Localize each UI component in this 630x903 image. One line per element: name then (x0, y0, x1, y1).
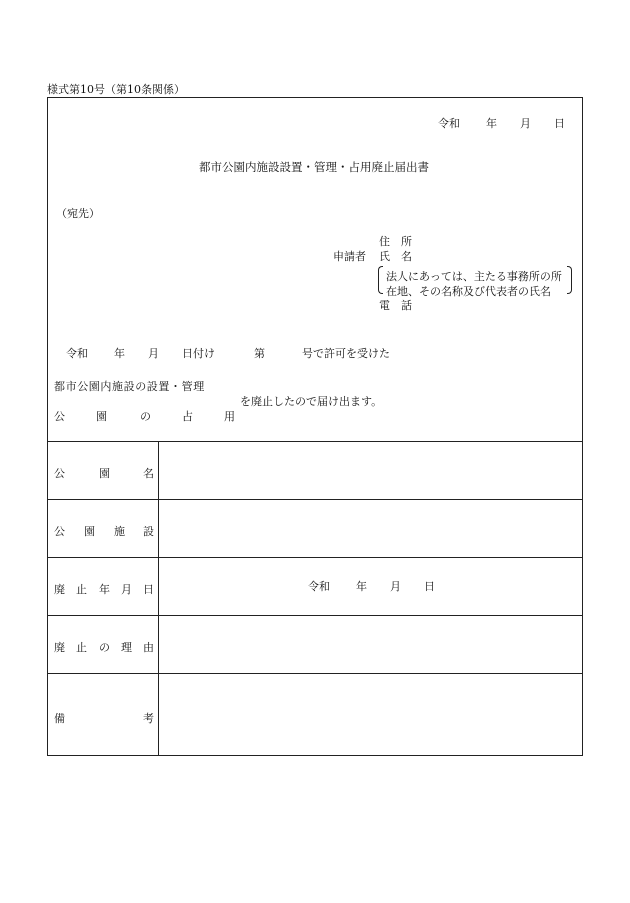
applicant-note-line2: 在地、その名称及び代表者の氏名 (386, 285, 551, 298)
permit-month: 月 (148, 347, 159, 360)
table-row-label-abolition-date: 廃 止 年 月 日 (54, 583, 154, 596)
document-title: 都市公園内施設設置・管理・占用廃止届出書 (199, 160, 429, 174)
abolition-date-era: 令和 (308, 580, 330, 593)
purpose-suffix: を廃止したので届け出ます。 (240, 395, 383, 408)
form-frame (47, 97, 583, 756)
applicant-note-line1: 法人にあっては、主たる事務所の所 (386, 270, 562, 283)
permit-number-suffix: 号で許可を受けた (302, 347, 390, 360)
table-row-label-park-facility: 公 園 施 設 (54, 525, 154, 538)
abolition-reason-value[interactable] (160, 617, 580, 671)
table-top-border (48, 441, 582, 442)
header-date-era: 令和 (438, 117, 460, 130)
table-row-label-park-name: 公 園 名 (54, 467, 154, 480)
table-row-divider (48, 499, 582, 500)
header-date-year: 年 (486, 117, 497, 130)
bracket-left (378, 266, 383, 294)
table-row-label-abolition-reason: 廃 止 の 理 由 (54, 641, 154, 654)
permit-era: 令和 (66, 347, 88, 360)
table-row-divider (48, 673, 582, 674)
header-date-month: 月 (520, 117, 531, 130)
table-row-divider (48, 557, 582, 558)
park-name-value[interactable] (160, 443, 580, 497)
abolition-date-year: 年 (356, 580, 367, 593)
abolition-date-value[interactable] (308, 581, 448, 593)
form-number: 様式第10号（第10条関係） (47, 83, 185, 96)
purpose-line2-char: 占 (182, 410, 193, 423)
purpose-line1: 都市公園内施設の設置・管理 (54, 380, 205, 393)
remarks-value[interactable] (160, 675, 580, 753)
purpose-line2-char: 公 (54, 410, 65, 423)
purpose-line2-char: 用 (224, 410, 235, 423)
table-row-divider (48, 615, 582, 616)
purpose-line2-char: 園 (96, 410, 107, 423)
table-row-label-remarks: 備 考 (54, 712, 154, 725)
permit-line (66, 348, 426, 360)
abolition-date-day: 日 (424, 580, 435, 593)
applicant-name-label: 氏 名 (379, 250, 412, 263)
permit-year: 年 (114, 347, 125, 360)
addressee: （宛先） (56, 207, 100, 220)
permit-number-prefix: 第 (254, 347, 265, 360)
abolition-date-month: 月 (390, 580, 401, 593)
applicant-label: 申請者 (333, 250, 366, 263)
applicant-phone-label: 電 話 (379, 299, 412, 312)
permit-dated: 日付け (182, 347, 215, 360)
applicant-note (378, 266, 572, 296)
bracket-right (567, 266, 572, 294)
header-date-day: 日 (554, 117, 565, 130)
applicant-address-label: 住 所 (379, 235, 412, 248)
table-column-divider (158, 441, 159, 756)
purpose-line2-char: の (140, 410, 151, 423)
purpose-line2 (54, 411, 234, 423)
park-facility-value[interactable] (160, 501, 580, 555)
header-date (438, 118, 578, 130)
